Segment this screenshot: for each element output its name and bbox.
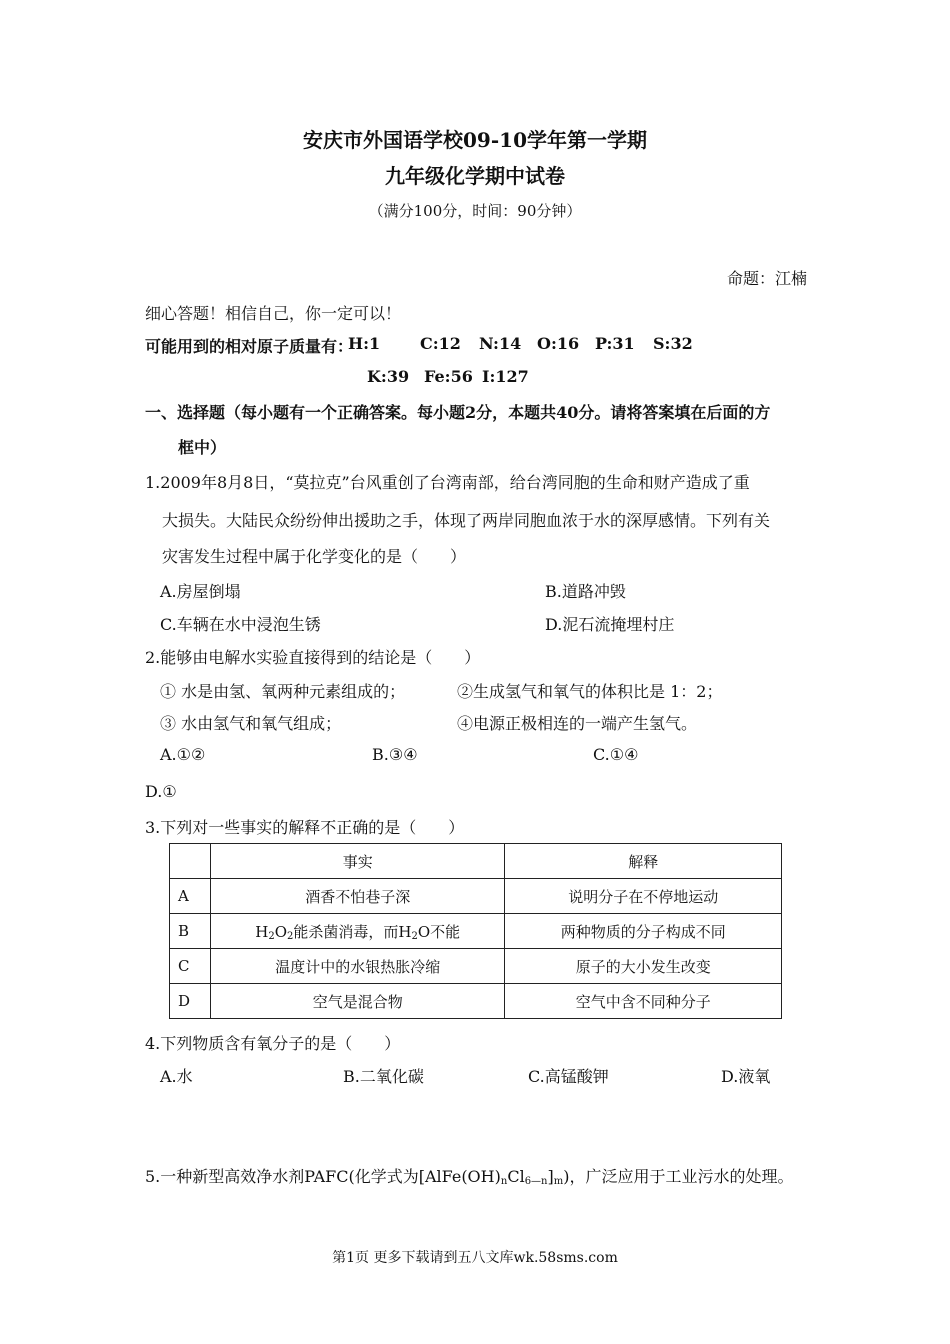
q4-option-d: D.液氧 bbox=[721, 1067, 771, 1086]
exam-title-line1: 安庆市外国语学校09-10学年第一学期 bbox=[303, 128, 647, 152]
q3-table bbox=[169, 843, 782, 1019]
encourage-text: 细心答题！相信自己，你一定可以！ bbox=[145, 304, 402, 323]
q2-option-d: D.① bbox=[145, 782, 177, 801]
row-label: C bbox=[170, 949, 211, 984]
row-explain: 两种物质的分子构成不同 bbox=[505, 914, 782, 949]
q3-header-explain: 解释 bbox=[505, 844, 782, 879]
section1-heading-cont: 框中） bbox=[178, 438, 227, 457]
row-label: A bbox=[170, 879, 211, 914]
row-explain: 空气中含不同种分子 bbox=[505, 984, 782, 1019]
atomic-mass-c: C:12 bbox=[420, 334, 461, 353]
row-label: B bbox=[170, 914, 211, 949]
q1-stem-line2: 大损失。大陆民众纷纷伸出援助之手，体现了两岸同胞血浓于水的深厚感情。下列有关 bbox=[162, 511, 771, 530]
atomic-mass-k: K:39 bbox=[367, 367, 410, 386]
table-row bbox=[170, 914, 782, 949]
atomic-mass-i: I:127 bbox=[482, 367, 529, 386]
table-row bbox=[170, 949, 782, 984]
q4-option-c: C.高锰酸钾 bbox=[528, 1067, 609, 1086]
q3-header-fact: 事实 bbox=[210, 844, 505, 879]
atomic-mass-label: 可能用到的相对原子质量有： bbox=[145, 337, 354, 356]
row-label: D bbox=[170, 984, 211, 1019]
q1-option-b: B.道路冲毁 bbox=[545, 582, 626, 601]
q5-stem: 5.一种新型高效净水剂PAFC(化学式为$[AlFe(OH)_nCl_{6—n}]_m$)，广泛应用于工业污水的处理。 bbox=[145, 1167, 794, 1187]
exam-title-line2: 九年级化学期中试卷 bbox=[385, 164, 565, 188]
page-footer: 第1页 更多下载请到五八文库wk.58sms.com bbox=[332, 1250, 618, 1266]
atomic-mass-p: P:31 bbox=[595, 334, 635, 353]
atomic-mass-n: N:14 bbox=[479, 334, 522, 353]
exam-author: 命题：江楠 bbox=[726, 269, 807, 288]
row-fact: 温度计中的水银热胀冷缩 bbox=[210, 949, 505, 984]
q1-option-a: A.房屋倒塌 bbox=[160, 582, 241, 601]
atomic-mass-h: H:1 bbox=[348, 334, 381, 353]
q1-option-d: D.泥石流掩埋村庄 bbox=[545, 615, 675, 634]
section1-heading: 一、选择题（每小题有一个正确答案。每小题2分，本题共40分。请将答案填在后面的方 bbox=[145, 403, 771, 422]
q2-option-c: C.①④ bbox=[593, 745, 639, 764]
q4-option-a: A.水 bbox=[160, 1067, 193, 1086]
q3-stem: 3.下列对一些事实的解释不正确的是（ ） bbox=[145, 818, 465, 837]
q2-statement-2: ②生成氢气和氧气的体积比是 1：2； bbox=[457, 682, 723, 701]
table-row bbox=[170, 984, 782, 1019]
q3-header-label bbox=[170, 844, 211, 879]
table-row bbox=[170, 879, 782, 914]
atomic-mass-fe: Fe:56 bbox=[424, 367, 473, 386]
atomic-mass-s: S:32 bbox=[653, 334, 693, 353]
row-fact: 酒香不怕巷子深 bbox=[210, 879, 505, 914]
q2-statement-3: ③ 水由氢气和氧气组成； bbox=[160, 714, 342, 733]
q2-statement-1: ① 水是由氢、氧两种元素组成的； bbox=[160, 682, 406, 701]
exam-subtitle: （满分100分，时间：90分钟） bbox=[368, 202, 582, 220]
row-fact: $H_2O_2$能杀菌消毒，而$H_2O$不能 bbox=[210, 914, 505, 949]
q2-statement-4: ④电源正极相连的一端产生氢气。 bbox=[457, 714, 698, 733]
row-explain: 说明分子在不停地运动 bbox=[505, 879, 782, 914]
row-fact: 空气是混合物 bbox=[210, 984, 505, 1019]
q1-option-c: C.车辆在水中浸泡生锈 bbox=[160, 615, 321, 634]
q4-option-b: B.二氧化碳 bbox=[343, 1067, 424, 1086]
q2-option-b: B.③④ bbox=[372, 745, 418, 764]
q1-stem-line3: 灾害发生过程中属于化学变化的是（ ） bbox=[162, 547, 467, 566]
row-explain: 原子的大小发生改变 bbox=[505, 949, 782, 984]
atomic-mass-o: O:16 bbox=[537, 334, 580, 353]
q1-stem-line1: 1.2009年8月8日，“莫拉克”台风重创了台湾南部，给台湾同胞的生命和财产造成了重 bbox=[145, 473, 750, 492]
q3-table-header bbox=[170, 844, 782, 879]
q2-option-a: A.①② bbox=[160, 745, 206, 764]
q4-stem: 4.下列物质含有氧分子的是（ ） bbox=[145, 1034, 401, 1053]
q2-stem: 2.能够由电解水实验直接得到的结论是（ ） bbox=[145, 648, 481, 667]
